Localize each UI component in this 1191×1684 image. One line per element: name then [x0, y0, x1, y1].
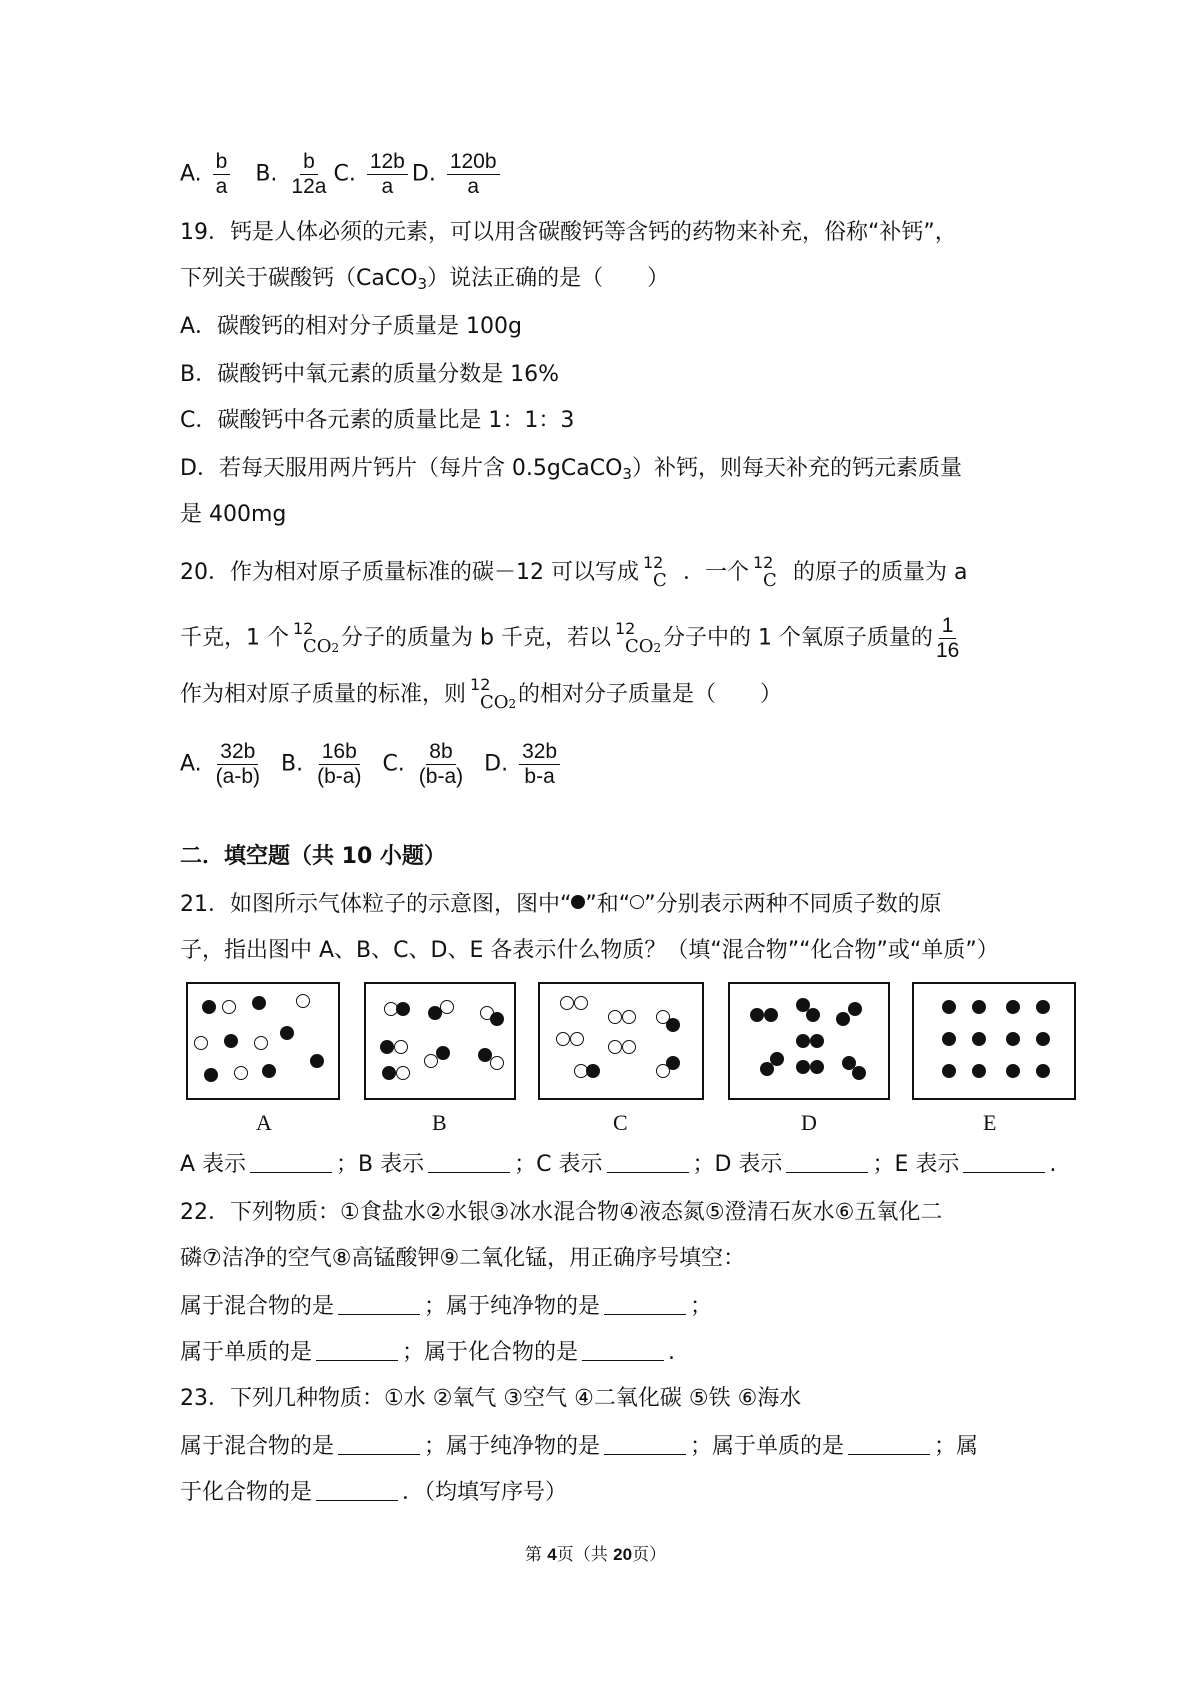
q18-option-a-fraction: $\frac{b}{a}$	[213, 150, 231, 199]
q22-answers-line2: 属于单质的是 ；属于化合物的是 .	[180, 1340, 676, 1365]
q18-option-a-label: A.	[180, 161, 202, 187]
q18-option-c-fraction: $\frac{12b}{a}$	[367, 150, 408, 199]
diagram-box-c	[538, 982, 704, 1100]
answer-blank[interactable]	[848, 1436, 930, 1455]
q20-option-d-label: D.	[484, 751, 509, 777]
answer-blank[interactable]	[338, 1436, 420, 1455]
total-page-number: 20	[613, 1545, 633, 1564]
q19-option-d: D．若每天服用两片钙片（每片含 0.5gCaCO$_3$）补钙，则每天补充的钙元素质量	[180, 456, 962, 483]
white-atom-icon	[630, 895, 644, 909]
diagram-box-b	[364, 982, 516, 1100]
diagram-box-d	[728, 982, 890, 1100]
q20-option-b-label: B.	[281, 751, 304, 777]
q19-stem-line1: 19．钙是人体必须的元素，可以用含碳酸钙等含钙的药物来补充，俗称“补钙”，	[180, 220, 957, 245]
q19-option-b: B．碳酸钙中氧元素的质量分数是 16%	[180, 362, 559, 387]
q22-stem-line2: 磷⑦洁净的空气⑧高锰酸钾⑨二氧化锰，用正确序号填空：	[180, 1246, 746, 1271]
q20-option-b-fraction: $\frac{16b}{(b-a)}$	[317, 740, 362, 788]
answer-blank[interactable]	[316, 1342, 398, 1361]
black-atom-icon	[571, 895, 585, 909]
q23-answers-line2: 于化合物的是 ．（均填写序号）	[180, 1480, 568, 1505]
diagram-label-e: E	[983, 1110, 997, 1135]
co2-symbol: 12 CO2	[614, 618, 662, 657]
q20-option-a-fraction: $\frac{32b}{(a-b)}$	[215, 740, 260, 788]
page-footer: 第 4页（共 20页）	[524, 1545, 667, 1565]
q18-options	[180, 150, 504, 199]
q22-stem-line1: 22．下列物质：①食盐水②水银③冰水混合物④液态氮⑤澄清石灰水⑥五氧化二	[180, 1200, 943, 1225]
carbon-12-symbol: 12 C	[642, 553, 667, 591]
one-sixteenth-fraction: $\frac{1}{16}$	[935, 614, 960, 662]
q20-option-a-label: A.	[180, 751, 202, 777]
co2-symbol: 12 CO2	[293, 618, 340, 657]
q20-stem-line3: 作为相对原子质量的标准，则 12 CO2 的相对分子质量是（ ）	[180, 675, 783, 713]
carbon-12-symbol: 12 C	[753, 553, 777, 591]
diagram-label-d: D	[801, 1110, 817, 1135]
q20-options	[180, 740, 564, 789]
diagram-label-b: B	[432, 1110, 447, 1135]
q18-option-b-fraction: $\frac{b}{12a}$	[291, 150, 327, 198]
q23-answers-line1: 属于混合物的是 ；属于纯净物的是 ；属于单质的是 ；属	[180, 1434, 979, 1459]
answer-blank[interactable]	[604, 1436, 686, 1455]
q18-option-b-label: B.	[255, 161, 278, 187]
q19-stem-line2: 下列关于碳酸钙（CaCO$_3$）说法正确的是（ ）	[180, 266, 670, 293]
answer-blank[interactable]	[428, 1154, 510, 1173]
q20-option-d-fraction: $\frac{32b}{b-a}$	[519, 740, 560, 789]
q18-option-d-fraction: $\frac{120b}{a}$	[447, 150, 500, 199]
current-page-number: 4	[547, 1545, 557, 1564]
q23-stem-line1: 23．下列几种物质：①水 ②氧气 ③空气 ④二氧化碳 ⑤铁 ⑥海水	[180, 1386, 802, 1411]
q18-option-c-label: C.	[333, 161, 356, 187]
q20-option-c-fraction: $\frac{8b}{(b-a)}$	[418, 740, 464, 788]
answer-blank[interactable]	[963, 1154, 1045, 1173]
section-heading-fill-in: 二．填空题（共 10 小题）	[180, 844, 446, 869]
answer-blank[interactable]	[604, 1296, 686, 1315]
q21-answers: A 表示 ；B 表示 ；C 表示 ；D 表示 ；E 表示 .	[180, 1152, 1057, 1177]
diagram-label-c: C	[613, 1110, 628, 1135]
q18-option-d-label: D.	[411, 161, 436, 187]
q19-option-c: C．碳酸钙中各元素的质量比是 1：1：3	[180, 408, 575, 433]
diagram-label-a: A	[256, 1110, 272, 1135]
q21-stem-line1: 21．如图所示气体粒子的示意图，图中“ ”和“ ”分别表示两种不同质子数的原	[180, 892, 942, 917]
q22-answers-line1: 属于混合物的是 ；属于纯净物的是 ；	[180, 1294, 713, 1319]
answer-blank[interactable]	[582, 1342, 664, 1361]
co2-symbol: 12 CO2	[470, 675, 517, 713]
answer-blank[interactable]	[250, 1154, 332, 1173]
answer-blank[interactable]	[316, 1482, 398, 1501]
answer-blank[interactable]	[338, 1296, 420, 1315]
q20-stem-line2: 千克，1 个 12 CO2 分子的质量为 b 千克，若以 12 CO2 分子中的 1 个氧原子质量的 $\frac{1}{16}$	[180, 614, 962, 663]
q20-option-c-label: C.	[382, 751, 405, 777]
diagram-box-e	[912, 982, 1076, 1100]
diagram-box-a	[186, 982, 340, 1100]
answer-blank[interactable]	[786, 1154, 868, 1173]
answer-blank[interactable]	[607, 1154, 689, 1173]
q19-option-a: A．碳酸钙的相对分子质量是 100g	[180, 314, 522, 339]
q20-stem-line1: 20．作为相对原子质量标准的碳－12 可以写成 12 C ．一个 12 C 的原子的质量为 a	[180, 553, 968, 591]
q21-stem-line2: 子，指出图中 A、B、C、D、E 各表示什么物质？（填“混合物”“化合物”或“单质”）	[180, 938, 999, 963]
q19-option-d-line2: 是 400mg	[180, 502, 287, 527]
